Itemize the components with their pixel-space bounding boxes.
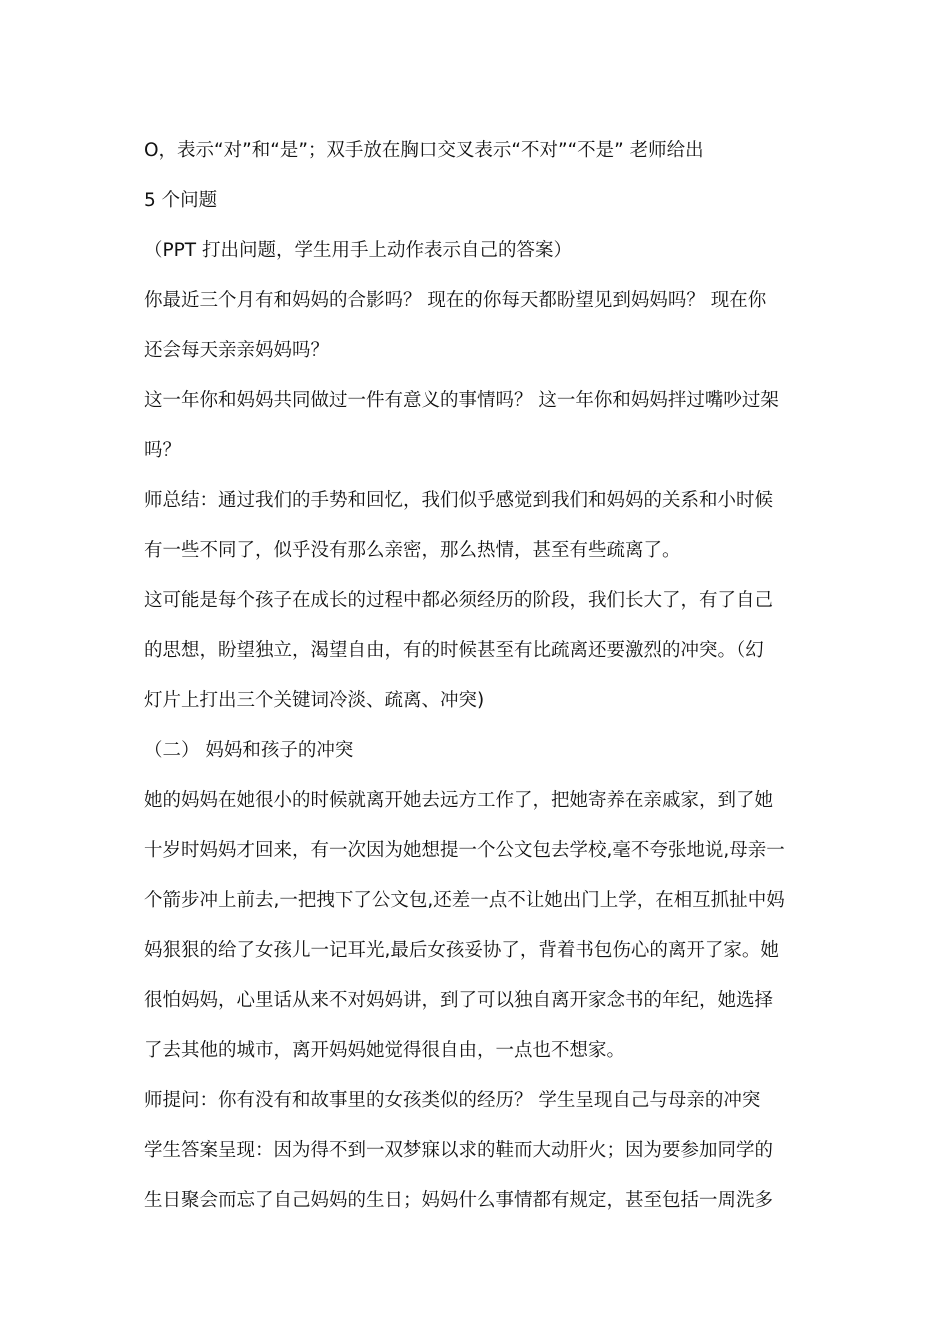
text-line: 师提问：你有没有和故事里的女孩类似的经历？ 学生呈现自己与母亲的冲突: [144, 1090, 761, 1111]
document-body: [144, 128, 808, 1228]
text-line: 还会每天亲亲妈妈吗？: [144, 340, 330, 361]
text-line: 你最近三个月有和妈妈的合影吗？ 现在的你每天都盼望见到妈妈吗？ 现在你: [144, 290, 767, 311]
text-line: 灯片上打出三个关键词冷淡、疏离、冲突): [144, 690, 485, 711]
text-line: 有一些不同了，似乎没有那么亲密，那么热情，甚至有些疏离了。: [144, 540, 681, 561]
text-line: 这一年你和妈妈共同做过一件有意义的事情吗？ 这一年你和妈妈拌过嘴吵过架: [144, 390, 779, 411]
text-line: 十岁时妈妈才回来，有一次因为她想提一个公文包去学校,毫不夸张地说,母亲一: [144, 840, 785, 861]
text-line: 这可能是每个孩子在成长的过程中都必须经历的阶段，我们长大了，有了自己: [144, 590, 774, 611]
text-line: 个箭步冲上前去,一把拽下了公文包,还差一点不让她出门上学，在相互抓扯中妈: [144, 890, 785, 911]
text-line: 她的妈妈在她很小的时候就离开她去远方工作了，把她寄养在亲戚家，到了她: [144, 790, 774, 811]
text-line: （PPT 打出问题，学生用手上动作表示自己的答案）: [144, 240, 572, 261]
text-line: 的思想，盼望独立，渴望自由，有的时候甚至有比疏离还要激烈的冲突。（幻: [144, 640, 764, 661]
text-line: 吗？: [144, 440, 182, 461]
text-line: 师总结：通过我们的手势和回忆，我们似乎感觉到我们和妈妈的关系和小时候: [144, 490, 774, 511]
text-line: 学生答案呈现：因为得不到一双梦寐以求的鞋而大动肝火；因为要参加同学的: [144, 1140, 774, 1161]
text-line: 了去其他的城市，离开妈妈她觉得很自由，一点也不想家。: [144, 1040, 626, 1061]
text-line: 很怕妈妈，心里话从来不对妈妈讲，到了可以独自离开家念书的年纪，她选择: [144, 990, 774, 1011]
text-line: 生日聚会而忘了自己妈妈的生日；妈妈什么事情都有规定，甚至包括一周洗多: [144, 1190, 774, 1211]
text-line: O，表示“对”和“是”；双手放在胸口交叉表示“不对”“不是” 老师给出: [144, 140, 704, 161]
section-heading: （二） 妈妈和孩子的冲突: [144, 740, 354, 761]
text-line: 5 个问题: [144, 190, 218, 211]
text-line: 妈狠狠的给了女孩儿一记耳光,最后女孩妥协了，背着书包伤心的离开了家。她: [144, 940, 779, 961]
